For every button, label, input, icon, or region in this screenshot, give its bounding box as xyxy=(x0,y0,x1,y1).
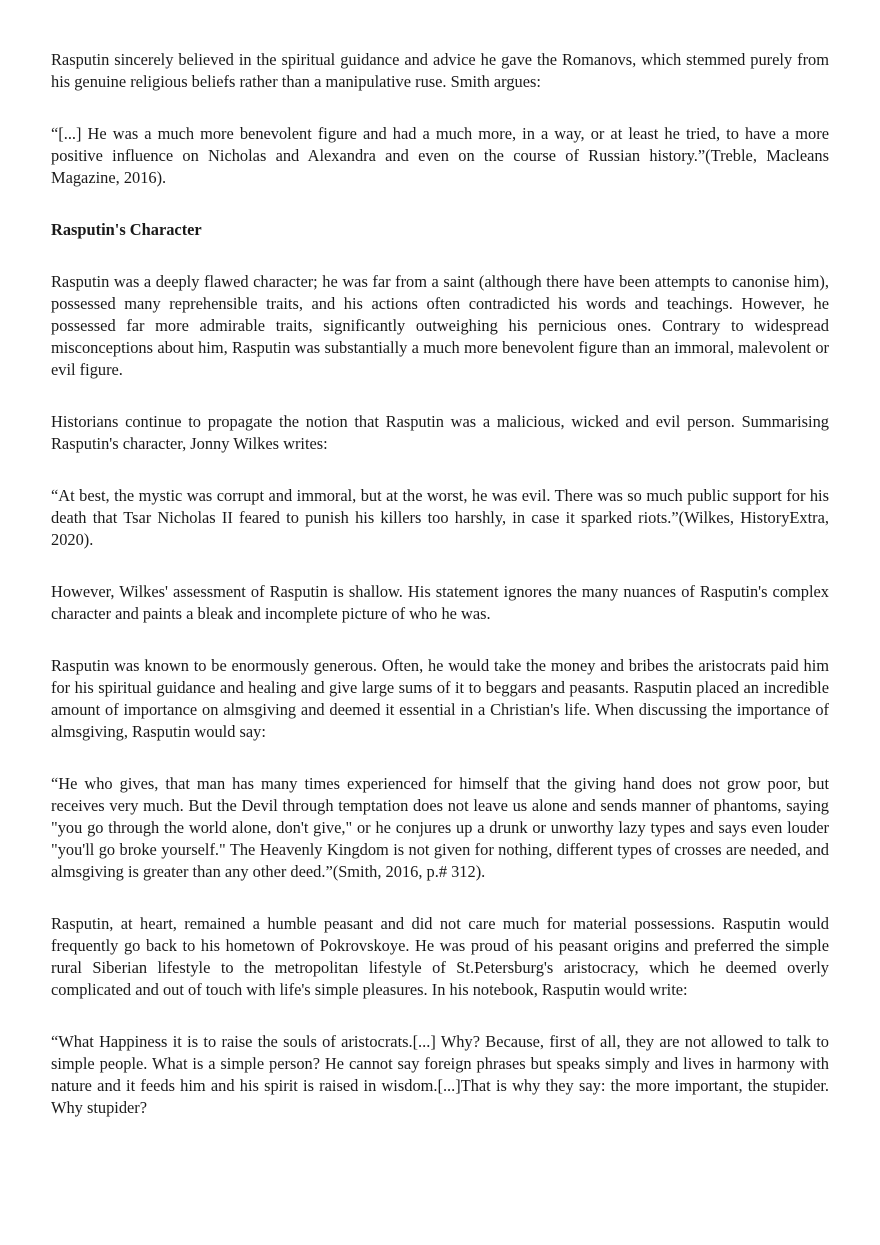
section-heading: Rasputin's Character xyxy=(51,220,202,239)
historians-paragraph: Historians continue to propagate the notion that Rasputin was a malicious, wicked and evil person. Summarising Rasputin's character, Jonny Wilkes writes: xyxy=(51,412,829,453)
humble-peasant-paragraph: Rasputin, at heart, remained a humble peasant and did not care much for material possessions. Rasputin would frequently go back to his hometown of Pokrovskoye. He was proud of his peasant origins and preferred the simple rural Siberian lifestyle to the metropolitan lifestyle of St.Petersburg's aristocracy, which he deemed overly complicated and out of touch with life's simple pleasures. In his notebook, Rasputin would write: xyxy=(51,914,829,999)
intro-paragraph: Rasputin sincerely believed in the spiritual guidance and advice he gave the Romanovs, which stemmed purely from his genuine religious beliefs rather than a manipulative ruse. Smith argues: xyxy=(51,50,829,91)
smith-quote-paragraph: “[...] He was a much more benevolent figure and had a much more, in a way, or at least he tried, to have a more positive influence on Nicholas and Alexandra and even on the course of Russian history.”(Treble, Macleans Magazine, 2016). xyxy=(51,124,829,187)
almsgiving-quote-paragraph: “He who gives, that man has many times experienced for himself that the giving hand does not grow poor, but receives very much. But the Devil through temptation does not leave us alone and sends manner of phantoms, saying "you go through the world alone, don't give," or he conjures up a drunk or unworthy lazy types and says even louder "you'll go broke yourself." The Heavenly Kingdom is not given for nothing, different types of crosses are needed, and almsgiving is greater than any other deed.”(Smith, 2016, p.# 312). xyxy=(51,774,829,881)
character-paragraph: Rasputin was a deeply flawed character; he was far from a saint (although there have been attempts to canonise him), possessed many reprehensible traits, and his actions often contradicted his words and teachings. However, he possessed far more admirable traits, significantly outweighing his pernicious ones. Contrary to widespread misconceptions about him, Rasputin was substantially a much more benevolent figure than an immoral, malevolent or evil figure. xyxy=(51,272,829,379)
wilkes-quote-paragraph: “At best, the mystic was corrupt and immoral, but at the worst, he was evil. There was so much public support for his death that Tsar Nicholas II feared to punish his killers too harshly, in case it sparked riots.”(Wilkes, HistoryExtra, 2020). xyxy=(51,486,829,549)
notebook-quote-paragraph: “What Happiness it is to raise the souls of aristocrats.[...] Why? Because, first of all, they are not allowed to talk to simple people. What is a simple person? He cannot say foreign phrases but speaks simply and lives in harmony with nature and it feeds him and his spirit is raised in wisdom.[...]That is why they say: the more important, the stupider. Why stupider? xyxy=(51,1032,829,1117)
document-page xyxy=(51,49,829,1149)
wilkes-assessment-paragraph: However, Wilkes' assessment of Rasputin is shallow. His statement ignores the many nuances of Rasputin's complex character and paints a bleak and incomplete picture of who he was. xyxy=(51,582,829,623)
generosity-paragraph: Rasputin was known to be enormously generous. Often, he would take the money and bribes the aristocrats paid him for his spiritual guidance and healing and give large sums of it to beggars and peasants. Rasputin placed an incredible amount of importance on almsgiving and deemed it essential in a Christian's life. When discussing the importance of almsgiving, Rasputin would say: xyxy=(51,656,829,741)
